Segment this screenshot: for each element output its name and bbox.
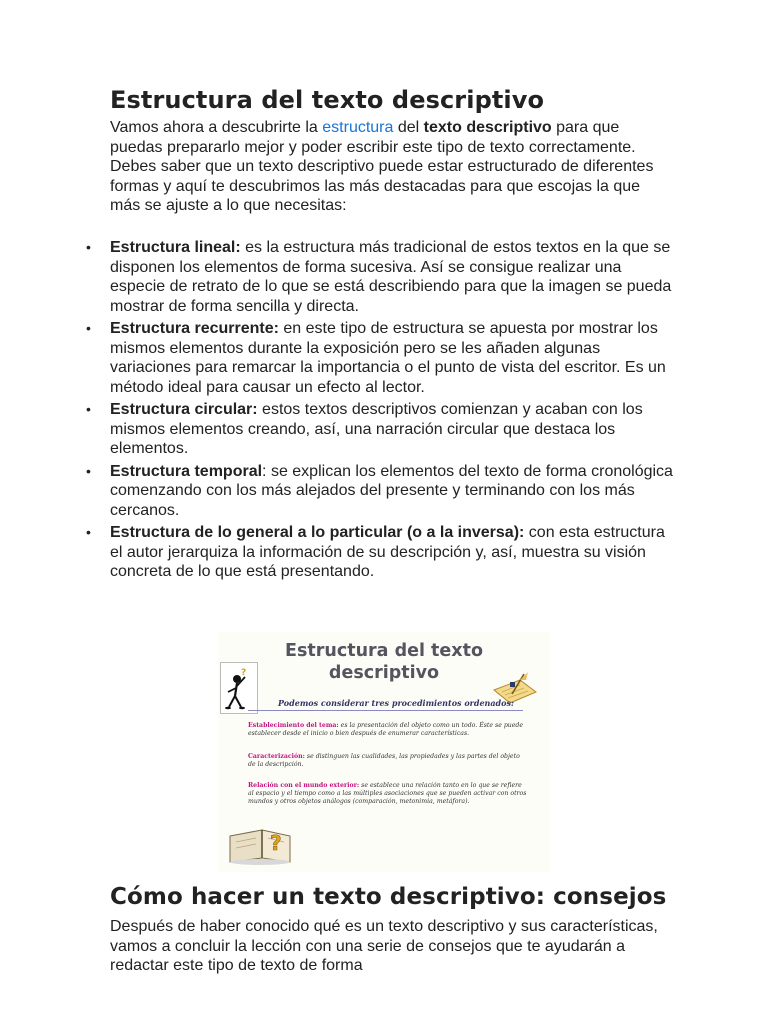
figure-item-text: se establece una relación tanto en lo que se refiere al espacio y el tiempo como a las múltiples asociaciones que se pueden activar con otros mundos y otros objetos análogos (comparación, metonimia, metáfora). [248, 782, 527, 805]
list-item-term: Estructura de lo general a lo particular (o a la inversa): [110, 524, 525, 541]
bullet-icon: • [86, 320, 91, 336]
svg-text:?: ? [270, 831, 282, 855]
list-item-text: en este tipo de estructura se apuesta por mostrar los mismos elementos durante la exposición pero se les añaden algunas variaciones para remarcar la importancia o el punto de vista del escritor. Es un método ideal para causar un efecto al lector. [110, 320, 666, 396]
figure-item [248, 753, 528, 769]
figure-item-key: Caracterización: [248, 753, 305, 760]
list-item-text: es la estructura más tradicional de estos textos en la que se disponen los elementos de forma sucesiva. Así se consigue realizar una especie de retrato de lo que se está describiendo para que la imagen se pueda mostrar de forma sencilla y directa. [110, 239, 672, 315]
figure-subtitle: Podemos considerar tres procedimientos ordenados: [278, 698, 514, 708]
figure-item-text: es la presentación del objeto como un todo. Éste se puede establecer desde el inicio o bien después de enumerar características. [248, 722, 524, 737]
list-item-term: Estructura circular: [110, 401, 258, 418]
advice-paragraph: Después de haber conocido qué es un texto descriptivo y sus características, vamos a concluir la lección con una serie de consejos que te ayudarán a redactar este tipo de texto de forma [110, 918, 658, 974]
structure-figure [218, 632, 550, 872]
list-item [86, 523, 676, 582]
bullet-icon: • [86, 462, 91, 479]
intro-text: para que puedas prepararlo mejor y poder escribir este tipo de texto correctamente. Debes saber que un texto descriptivo puede estar estructurado de diferentes formas y aquí te descubrimos las más destacadas para que escojas la que más se ajuste a lo que necesitas: [110, 119, 654, 214]
figure-item-key: Establecimiento del tema: [248, 722, 339, 729]
figure-title-line: descriptivo [328, 663, 440, 683]
intro-text: Vamos ahora a descubrirte la [110, 119, 323, 136]
list-item-term: Estructura recurrente: [110, 320, 279, 337]
list-item-term: Estructura temporal [110, 462, 263, 480]
list-item-text: estos textos descriptivos comienzan y acaban con los mismos elementos creando, así, una narración circular que destaca los elementos. [110, 401, 643, 457]
intro-bold-text: texto descriptivo [423, 119, 552, 136]
figure-divider [248, 710, 523, 711]
svg-text:?: ? [241, 668, 247, 678]
list-item [86, 319, 676, 397]
list-item-text: con esta estructura el autor jerarquiza la información de su descripción y, así, muestra su visión concreta de lo que está presentando. [110, 524, 665, 580]
intro-text: del [393, 119, 424, 136]
list-item-text: : se explican los elementos del texto de forma cronológica comenzando con los más alejados del presente y terminando con los más cercanos. [110, 462, 673, 519]
list-item [86, 400, 676, 459]
list-item-term: Estructura lineal: [110, 239, 241, 256]
book-question-icon [226, 822, 298, 866]
section-title: Cómo hacer un texto descriptivo: consejos [110, 884, 667, 910]
bullet-icon: • [86, 401, 91, 417]
list-item [86, 238, 676, 316]
thinking-figure-icon [220, 662, 258, 714]
estructura-link[interactable]: estructura [322, 119, 394, 136]
section-title: Estructura del texto descriptivo [110, 86, 545, 114]
figure-item [248, 782, 528, 806]
figure-title-line: Estructura del texto [285, 641, 483, 661]
bullet-icon: • [86, 239, 91, 255]
bullet-icon: • [86, 524, 91, 540]
structure-list [86, 238, 676, 585]
figure-item-key: Relación con el mundo exterior: [248, 782, 360, 789]
figure-item-text: se distinguen las cualidades, las propiedades y las partes del objeto de la descripción. [248, 753, 520, 768]
intro-paragraph [110, 118, 670, 216]
figure-item [248, 722, 528, 738]
list-item [86, 462, 676, 521]
